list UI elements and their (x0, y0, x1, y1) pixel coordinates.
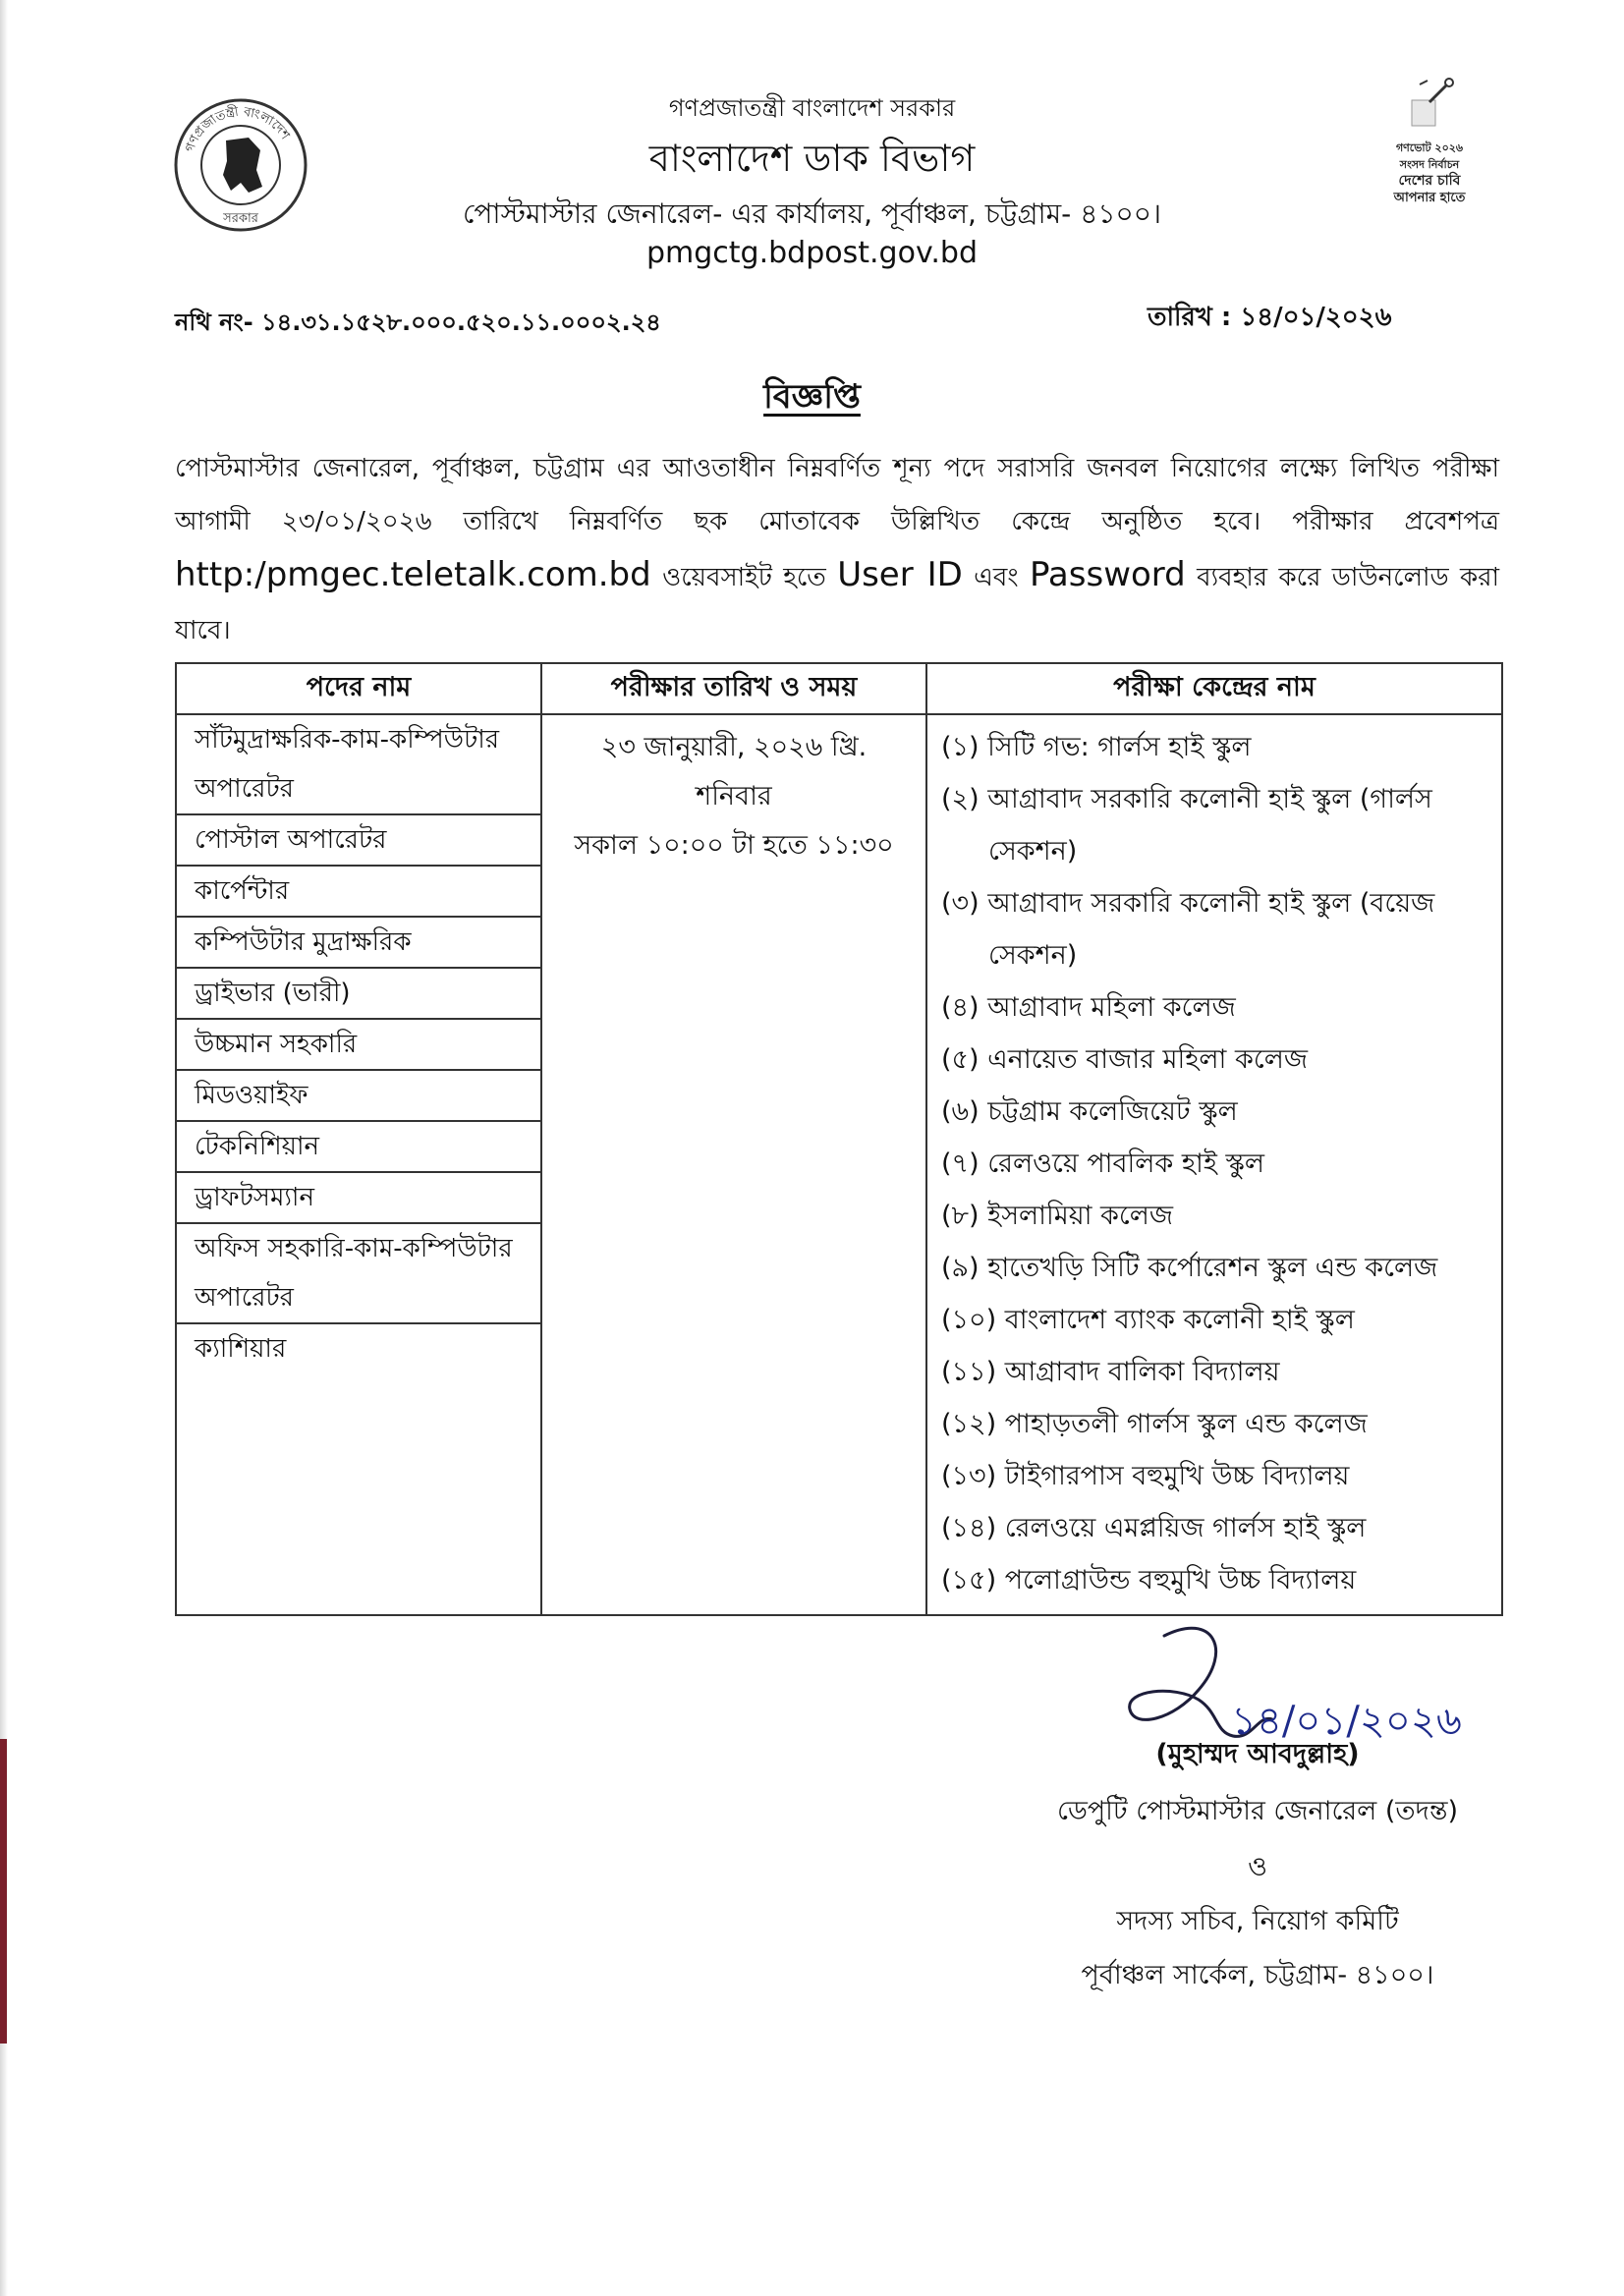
post-item: ক্যাশিয়ার (195, 1334, 287, 1364)
header-exam-centre: পরীক্ষা কেন্দ্রের নাম (926, 663, 1502, 714)
notice-title: বিজ্ঞপ্তি (763, 377, 861, 417)
website: pmgctg.bdpost.gov.bd (645, 236, 978, 270)
centre-list (926, 714, 1502, 1615)
centre-item: (১২) পাহাড়তলী গার্লস স্কুল এন্ড কলেজ (941, 1409, 1368, 1439)
user-id-label: User ID (837, 555, 963, 594)
logo-text-line2: সংসদ নির্বাচন (1399, 158, 1460, 171)
header-exam-date-time: পরীক্ষার তারিখ ও সময় (541, 663, 926, 714)
post-item: টেকনিশিয়ান (177, 1122, 540, 1173)
signature (1105, 1616, 1498, 1754)
centre-item: (৮) ইসলামিয়া কলেজ (941, 1201, 1174, 1231)
signatory-role: সদস্য সচিব, নিয়োগ কমিটি (1116, 1906, 1399, 1936)
exam-day: শনিবার (696, 781, 772, 812)
post-item: ড্রাইভার (ভারী) (177, 969, 540, 1020)
post-item: মিডওয়াইফ (177, 1071, 540, 1122)
post-item: উচ্চমান সহকারি (177, 1020, 540, 1071)
seal-ring-text: গণপ্রজাতন্ত্রী বাংলাদেশ (182, 104, 293, 154)
table-header-row (176, 663, 1502, 714)
centre-item: (১৫) পলোগ্রাউন্ড বহুমুখি উচ্চ বিদ্যালয় (941, 1565, 1357, 1596)
signatory-circle: পূর্বাঞ্চল সার্কেল, চট্টগ্রাম- ৪১০০। (1081, 1960, 1434, 1990)
notice-body (175, 442, 1499, 657)
post-item: অফিস সহকারি-কাম-কম্পিউটার অপারেটর (177, 1224, 540, 1324)
admit-card-url: http:/pmgec.teletalk.com.bd (175, 555, 651, 594)
centre-item: (১) সিটি গভ: গার্লস হাই স্কুল (941, 732, 1252, 762)
centre-item: (৭) রেলওয়ে পাবলিক হাই স্কুল (941, 1148, 1265, 1179)
centre-item: (৬) চট্টগ্রাম কলেজিয়েট স্কুল (941, 1096, 1238, 1127)
post-item: সাঁটমুদ্রাক্ষরিক-কাম-কম্পিউটার অপারেটর (177, 715, 540, 815)
post-item: ড্রাফটসম্যান (177, 1173, 540, 1224)
centre-item: (১০) বাংলাদেশ ব্যাংক কলোনী হাই স্কুল (941, 1305, 1355, 1335)
file-number: নথি নং- ১৪.৩১.১৫২৮.০০০.৫২০.১১.০০০২.২৪ (175, 308, 661, 336)
exam-schedule-table (175, 662, 1503, 1616)
notice-title-wrap (0, 371, 1624, 427)
body-text-2: ওয়েবসাইট হতে (662, 563, 826, 592)
logo-text-line4: আপনার হাতে (1393, 191, 1466, 205)
post-item: কম্পিউটার মুদ্রাক্ষরিক (177, 918, 540, 969)
logo-text-line1: গণভোট ২০২৬ (1395, 141, 1464, 154)
centre-item: (২) আগ্রাবাদ সরকারি কলোনী হাই স্কুল (গার্লস সেকশন) (941, 784, 1432, 867)
government-name: গণপ্রজাতন্ত্রী বাংলাদেশ সরকার (668, 94, 956, 122)
body-text-1: পোস্টমাস্টার জেনারেল, পূর্বাঞ্চল, চট্টগ্রাম এর আওতাধীন নিম্নবর্ণিত শূন্য পদে সরাসরি জনবল নিয়োগের লক্ষ্যে লিখিত পরীক্ষা আগামী ২৩/০১/২০২৬ তারিখে নিম্নবর্ণিত ছক মোতাবেক উল্লিখিত কেন্দ্রে অনুষ্ঠিত হবে। পরীক্ষার প্রবেশপত্র (175, 454, 1499, 536)
logo-text-line3: দেশের চাবি (1398, 173, 1461, 189)
centre-item: (৪) আগ্রাবাদ মহিলা কলেজ (941, 992, 1236, 1023)
signatory-designation: ডেপুটি পোস্টমাস্টার জেনারেল (তদন্ত) (1057, 1796, 1458, 1826)
body-text-4: ব্যবহার করে ডাউনলোড করা যাবে। (175, 563, 1500, 645)
centre-item: (১১) আগ্রাবাদ বালিকা বিদ্যালয় (941, 1357, 1280, 1387)
centre-item: (১৩) টাইগারপাস বহুমুখি উচ্চ বিদ্যালয় (941, 1461, 1350, 1491)
exam-date-cell (541, 714, 926, 1615)
post-item: কার্পেন্টার (177, 867, 540, 918)
table-row (176, 714, 1502, 1615)
header-post-name: পদের নাম (176, 663, 541, 714)
office-address: পোস্টমাস্টার জেনারেল- এর কার্যালয়, পূর্বাঞ্চল, চট্টগ্রাম- ৪১০০। (463, 197, 1161, 230)
centre-item: (৩) আগ্রাবাদ সরকারি কলোনী হাই স্কুল (বয়েজ সেকশন) (941, 888, 1435, 971)
password-label: Password (1029, 555, 1186, 594)
seal-bottom-text: সরকার (223, 211, 258, 226)
memo-date: তারিখ : ১৪/০১/২০২৬ (1148, 303, 1392, 332)
signature-date: ১৪/০১/২০২৬ (1231, 1699, 1462, 1744)
exam-time: সকাল ১০:০০ টা হতে ১১:৩০ (574, 830, 894, 861)
department-name: বাংলাদেশ ডাক বিভাগ (648, 137, 976, 180)
centre-item: (১৪) রেলওয়ে এমপ্লয়িজ গার্লস হাই স্কুল (941, 1513, 1367, 1543)
signatory-name: (মুহাম্মদ আবদুল্লাহ) (1155, 1739, 1360, 1769)
centre-item: (৫) এনায়েত বাজার মহিলা কলেজ (941, 1044, 1308, 1075)
post-list (176, 714, 541, 1615)
body-text-3: এবং (974, 563, 1019, 592)
centre-item: (৯) হাতেখড়ি সিটি কর্পোরেশন স্কুল এন্ড কলেজ (941, 1253, 1438, 1283)
signatory-and: ও (1248, 1852, 1267, 1882)
exam-date: ২৩ জানুয়ারী, ২০২৬ খ্রি. (600, 732, 868, 762)
scan-edge-mark (0, 1739, 7, 2044)
post-item: পোস্টাল অপারেটর (177, 815, 540, 867)
